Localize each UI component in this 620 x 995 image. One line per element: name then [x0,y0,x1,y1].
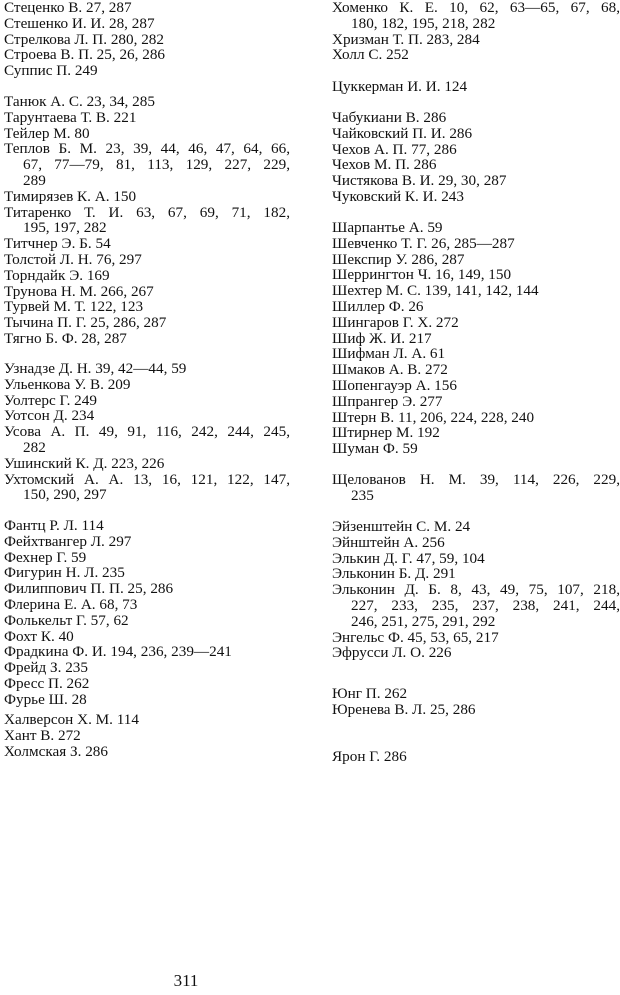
index-entry [4,94,290,110]
index-entry-continuation: 67, 77—79, 81, 113, 129, 227, 229, [23,157,290,173]
index-entry [4,629,290,645]
index-letter-group [332,472,620,504]
index-entry-text: Хризман Т. П. 283, 284 [332,31,480,48]
index-entry [4,728,290,744]
index-entry-text: Узнадзе Д. Н. 39, 42—44, 59 [4,361,187,377]
index-entry [332,79,620,95]
index-entry [332,0,620,32]
index-entry [4,16,290,32]
index-entry-text: Чехов М. П. 286 [332,157,437,174]
index-entry-text: Шарпантье А. 59 [332,220,443,236]
index-entry [4,644,290,660]
index-entry-text: Штирнер М. 192 [332,425,440,442]
index-entry [4,126,290,142]
index-entry [332,283,620,299]
index-entry-continuation: 150, 290, 297 [23,486,107,504]
index-entry [332,267,620,283]
index-entry [332,686,620,702]
index-entry [332,220,620,236]
index-entry-text: Торндайк Э. 169 [4,267,110,284]
index-entry [332,535,620,551]
index-entry [4,32,290,48]
index-entry [332,472,620,504]
index-entry [4,472,290,504]
index-entry-text: Шмаков А. В. 272 [332,362,448,378]
index-entry-text: Фантц Р. Л. 114 [4,518,104,534]
index-entry-text: Шингаров Г. Х. 272 [332,314,459,331]
index-entry [332,425,620,441]
index-letter-group [4,94,290,347]
index-entry [4,456,290,472]
index-entry [4,141,290,188]
index-entry-text: Шуман Ф. 59 [332,441,418,457]
index-entry [4,236,290,252]
index-entry [332,126,620,142]
index-entry-text: Уотсон Д. 234 [4,408,95,425]
index-entry-text: Фехнер Г. 59 [4,549,87,566]
index-entry-text: Чайковский П. И. 286 [332,125,473,142]
index-entry-text: Стешенко И. И. 28, 287 [4,15,155,32]
index-entry [332,582,620,629]
index-entry-text: Шифман Л. А. 61 [332,346,446,363]
index-entry-text: Титаренко Т. И. 63, 67, 69, 71, 182, [4,204,290,221]
index-entry [4,597,290,613]
index-entry-text: Фолькельт Г. 57, 62 [4,612,129,629]
index-entry-text: Чехов А. П. 77, 286 [332,141,457,158]
index-entry [332,394,620,410]
index-entry-text: Флерина Е. А. 68, 73 [4,596,138,613]
index-entry [332,236,620,252]
index-letter-group [332,519,620,661]
index-entry [332,630,620,646]
index-entry-text: Суппис П. 249 [4,63,98,79]
index-entry-text: Шиллер Ф. 26 [332,298,424,315]
index-entry [332,252,620,268]
index-entry-text: Эльконин Б. Д. 291 [332,566,456,583]
index-entry-text: Шехтер М. С. 139, 141, 142, 144 [332,283,539,299]
index-entry [4,315,290,331]
index-letter-group [332,110,620,205]
index-entry [4,676,290,692]
index-entry-text: Хоменко К. Е. 10, 62, 63—65, 67, 68, [332,0,620,16]
index-entry [332,157,620,173]
index-entry [332,142,620,158]
index-entry-text: Стрелкова Л. П. 280, 282 [4,31,164,48]
index-entry [4,424,290,456]
index-entry-text: Тычина П. Г. 25, 286, 287 [4,315,167,331]
index-entry-continuation: 195, 197, 282 [23,219,107,237]
index-entry-text: Чистякова В. И. 29, 30, 287 [332,173,507,189]
index-letter-group [4,0,290,79]
index-letter-group [332,220,620,457]
index-entry-continuation: 282 [23,438,46,456]
index-entry-text: Тягно Б. Ф. 28, 287 [4,330,127,347]
index-entry [4,331,290,347]
index-entry-text: Шпрангер Э. 277 [332,393,443,410]
index-entry-text: Филиппович П. П. 25, 286 [4,581,174,597]
index-entry-text: Холмская З. 286 [4,743,108,760]
index-entry-text: Хант В. 272 [4,727,81,744]
index-entry [332,378,620,394]
index-entry [4,744,290,760]
index-letter-group [332,686,620,718]
index-entry [4,408,290,424]
index-entry-text: Танюк А. С. 23, 34, 285 [4,94,155,110]
index-entry-text: Холл С. 252 [332,47,409,64]
index-entry [332,441,620,457]
index-entry-text: Шевченко Т. Г. 26, 285—287 [332,235,515,252]
index-entry [4,284,290,300]
page-number: 311 [173,971,199,990]
index-entry-text: Шиф Ж. И. 217 [332,330,432,347]
index-entry-continuation: 246, 251, 275, 291, 292 [351,612,496,630]
index-entry [4,581,290,597]
index-entry-continuation: 227, 233, 235, 237, 238, 241, 244, [351,597,620,614]
index-entry [332,702,620,718]
index-entry-text: Фейхтвангер Л. 297 [4,533,132,550]
index-entry-text: Цуккерман И. И. 124 [332,79,468,95]
index-entry-text: Тейлер М. 80 [4,125,90,142]
index-entry-text: Титчнер Э. Б. 54 [4,236,111,252]
index-entry [4,565,290,581]
index-entry-text: Элькин Д. Г. 47, 59, 104 [332,550,485,567]
index-entry [4,712,290,728]
index-letter-group [4,518,290,708]
index-entry-text: Теплов Б. М. 23, 39, 44, 46, 47, 64, 66, [4,141,290,158]
index-entry-text: Ярон Г. 286 [332,749,407,765]
index-entry-text: Юнг П. 262 [332,686,408,702]
index-entry-text: Энгельс Ф. 45, 53, 65, 217 [332,629,499,646]
index-entry [332,189,620,205]
index-entry [332,566,620,582]
index-entry-text: Тарунтаева Т. В. 221 [4,109,137,126]
index-entry [332,299,620,315]
index-entry-text: Эйнштейн А. 256 [332,534,445,551]
index-entry [4,393,290,409]
index-letter-group [332,79,620,95]
index-letter-group [332,0,620,63]
index-entry [332,346,620,362]
index-entry-text: Фохт К. 40 [4,628,74,645]
index-entry [4,613,290,629]
index-entry [4,110,290,126]
index-entry-text: Ушинский К. Д. 223, 226 [4,455,165,472]
index-entry [4,692,290,708]
index-entry-text: Ухтомский А. А. 13, 16, 121, 122, 147, [4,471,290,488]
index-entry [332,47,620,63]
index-entry [4,189,290,205]
index-entry [332,315,620,331]
index-entry [4,299,290,315]
index-entry-text: Штерн В. 11, 206, 224, 228, 240 [332,409,535,426]
index-entry-text: Шеррингтон Ч. 16, 149, 150 [332,267,512,284]
index-entry [4,660,290,676]
index-entry [4,63,290,79]
index-entry [332,362,620,378]
index-entry [4,268,290,284]
index-entry-continuation: 180, 182, 195, 218, 282 [351,14,496,32]
index-entry [4,205,290,237]
index-letter-group [4,361,290,503]
index-entry-text: Стеценко В. 27, 287 [4,0,132,16]
index-entry-text: Турвей М. Т. 122, 123 [4,299,144,316]
index-letter-group [332,749,620,765]
index-entry [4,0,290,16]
index-entry [332,331,620,347]
index-entry-text: Шопенгауэр А. 156 [332,377,457,394]
index-entry [4,518,290,534]
index-entry-text: Строева В. П. 25, 26, 286 [4,47,166,64]
index-entry-text: Фурье Ш. 28 [4,691,87,708]
index-entry [4,252,290,268]
index-entry [332,645,620,661]
index-entry [4,361,290,377]
index-entry-text: Чуковский К. И. 243 [332,188,464,205]
index-entry-text: Толстой Л. Н. 76, 297 [4,251,142,268]
index-entry-text: Фресс П. 262 [4,675,90,692]
index-entry [4,550,290,566]
index-entry-text: Юренева В. Л. 25, 286 [332,701,476,718]
index-entry-text: Фигурин Н. Л. 235 [4,565,125,582]
index-entry [332,173,620,189]
index-entry-text: Усова А. П. 49, 91, 116, 242, 244, 245, [4,424,290,440]
index-entry-text: Эфрусси Л. О. 226 [332,645,452,662]
index-entry [4,47,290,63]
index-entry-text: Фрадкина Ф. И. 194, 236, 239—241 [4,644,232,661]
index-entry-text: Эйзенштейн С. М. 24 [332,519,471,535]
index-entry [332,551,620,567]
index-entry [4,377,290,393]
index-entry [4,534,290,550]
index-entry-text: Щелованов Н. М. 39, 114, 226, 229, [332,472,620,488]
index-entry-text: Уолтерс Г. 249 [4,392,97,409]
index-entry-continuation: 235 [351,486,374,504]
index-entry-continuation: 289 [23,171,46,189]
index-entry [332,749,620,765]
index-letter-group [4,712,290,759]
index-entry [332,519,620,535]
index-entry-text: Тимирязев К. А. 150 [4,188,137,205]
index-entry-text: Ульенкова У. В. 209 [4,376,131,393]
index-entry-text: Фрейд З. 235 [4,660,88,676]
index-entry [332,32,620,48]
index-entry [332,110,620,126]
index-entry-text: Чабукиани В. 286 [332,110,447,126]
index-entry-text: Халверсон Х. М. 114 [4,712,139,728]
index-entry [332,410,620,426]
index-entry-text: Шекспир У. 286, 287 [332,251,465,268]
index-entry-text: Трунова Н. М. 266, 267 [4,283,154,300]
index-entry-text: Эльконин Д. Б. 8, 43, 49, 75, 107, 218, [332,582,620,598]
